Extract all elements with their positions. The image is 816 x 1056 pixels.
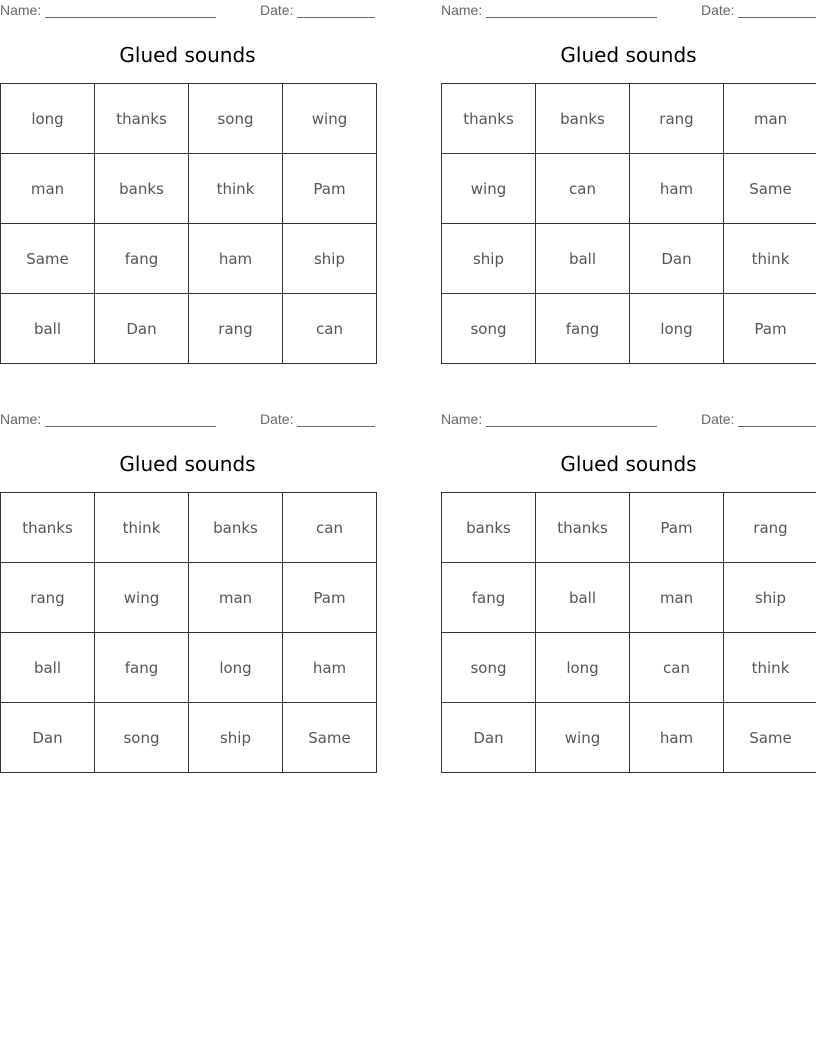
grid-cell: ham: [630, 154, 724, 224]
grid-row: [1, 703, 377, 773]
grid-cell: can: [283, 294, 377, 364]
grid-cell: rang: [724, 493, 816, 563]
grid-row: [1, 493, 377, 563]
grid-cell: rang: [1, 563, 95, 633]
grid-cell: fang: [95, 633, 189, 703]
grid-cell: banks: [442, 493, 536, 563]
grid-row: [442, 84, 816, 154]
card-header: [441, 411, 816, 429]
date-label: Date:: [260, 2, 294, 18]
name-label: Name:: [0, 411, 42, 427]
grid-row: [442, 294, 816, 364]
name-blank-line: [45, 17, 216, 18]
grid-cell: can: [630, 633, 724, 703]
date-label: Date:: [701, 411, 735, 427]
date-blank-line: [738, 426, 816, 427]
name-blank-line: [45, 426, 216, 427]
card-title: Glued sounds: [560, 43, 697, 67]
grid-cell: fang: [442, 563, 536, 633]
grid-row: [442, 493, 816, 563]
grid-cell: ball: [536, 563, 630, 633]
grid-cell: Dan: [95, 294, 189, 364]
grid-row: [1, 563, 377, 633]
grid-cell: ham: [283, 633, 377, 703]
name-blank-line: [486, 426, 657, 427]
date-label: Date:: [701, 2, 735, 18]
word-grid: [0, 83, 377, 364]
word-grid: [0, 492, 377, 773]
grid-row: [442, 703, 816, 773]
grid-cell: banks: [536, 84, 630, 154]
name-label: Name:: [441, 2, 483, 18]
grid-cell: wing: [95, 563, 189, 633]
grid-cell: Pam: [630, 493, 724, 563]
bingo-card-1: [0, 0, 375, 370]
grid-row: [1, 154, 377, 224]
grid-row: [442, 563, 816, 633]
grid-cell: ship: [189, 703, 283, 773]
grid-cell: banks: [95, 154, 189, 224]
grid-cell: long: [630, 294, 724, 364]
grid-row: [442, 633, 816, 703]
name-label: Name:: [0, 2, 42, 18]
grid-cell: man: [1, 154, 95, 224]
grid-cell: song: [442, 633, 536, 703]
name-label: Name:: [441, 411, 483, 427]
grid-cell: Pam: [283, 563, 377, 633]
grid-cell: think: [189, 154, 283, 224]
grid-cell: thanks: [1, 493, 95, 563]
grid-cell: wing: [536, 703, 630, 773]
word-grid: [441, 492, 816, 773]
grid-cell: Same: [724, 703, 816, 773]
grid-row: [442, 224, 816, 294]
card-header: [0, 411, 375, 429]
grid-cell: ball: [536, 224, 630, 294]
grid-cell: song: [95, 703, 189, 773]
grid-cell: Dan: [630, 224, 724, 294]
date-blank-line: [297, 426, 375, 427]
grid-cell: thanks: [536, 493, 630, 563]
grid-cell: ball: [1, 294, 95, 364]
grid-cell: think: [95, 493, 189, 563]
name-blank-line: [486, 17, 657, 18]
card-header: [441, 2, 816, 20]
word-grid: [441, 83, 816, 364]
grid-cell: thanks: [95, 84, 189, 154]
grid-row: [1, 294, 377, 364]
grid-cell: long: [1, 84, 95, 154]
grid-cell: ham: [189, 224, 283, 294]
card-title: Glued sounds: [119, 452, 256, 476]
grid-cell: song: [442, 294, 536, 364]
grid-cell: ball: [1, 633, 95, 703]
date-blank-line: [297, 17, 375, 18]
grid-cell: wing: [283, 84, 377, 154]
grid-cell: Dan: [1, 703, 95, 773]
bingo-card-2: [441, 0, 816, 370]
grid-cell: song: [189, 84, 283, 154]
grid-cell: Pam: [283, 154, 377, 224]
card-title: Glued sounds: [119, 43, 256, 67]
grid-cell: ship: [283, 224, 377, 294]
grid-cell: can: [283, 493, 377, 563]
grid-cell: think: [724, 633, 816, 703]
grid-row: [442, 154, 816, 224]
grid-cell: fang: [536, 294, 630, 364]
grid-cell: ship: [724, 563, 816, 633]
grid-cell: ham: [630, 703, 724, 773]
grid-cell: wing: [442, 154, 536, 224]
card-title: Glued sounds: [560, 452, 697, 476]
grid-cell: Dan: [442, 703, 536, 773]
grid-row: [1, 84, 377, 154]
grid-cell: Same: [1, 224, 95, 294]
grid-cell: rang: [189, 294, 283, 364]
grid-cell: long: [189, 633, 283, 703]
grid-cell: man: [189, 563, 283, 633]
bingo-card-3: [0, 409, 375, 779]
grid-cell: man: [724, 84, 816, 154]
grid-cell: think: [724, 224, 816, 294]
grid-cell: Same: [724, 154, 816, 224]
grid-row: [1, 633, 377, 703]
grid-cell: man: [630, 563, 724, 633]
date-label: Date:: [260, 411, 294, 427]
grid-cell: Same: [283, 703, 377, 773]
bingo-card-4: [441, 409, 816, 779]
date-blank-line: [738, 17, 816, 18]
grid-cell: banks: [189, 493, 283, 563]
card-header: [0, 2, 375, 20]
grid-cell: ship: [442, 224, 536, 294]
grid-cell: rang: [630, 84, 724, 154]
grid-cell: thanks: [442, 84, 536, 154]
grid-cell: Pam: [724, 294, 816, 364]
grid-cell: can: [536, 154, 630, 224]
grid-row: [1, 224, 377, 294]
grid-cell: fang: [95, 224, 189, 294]
grid-cell: long: [536, 633, 630, 703]
